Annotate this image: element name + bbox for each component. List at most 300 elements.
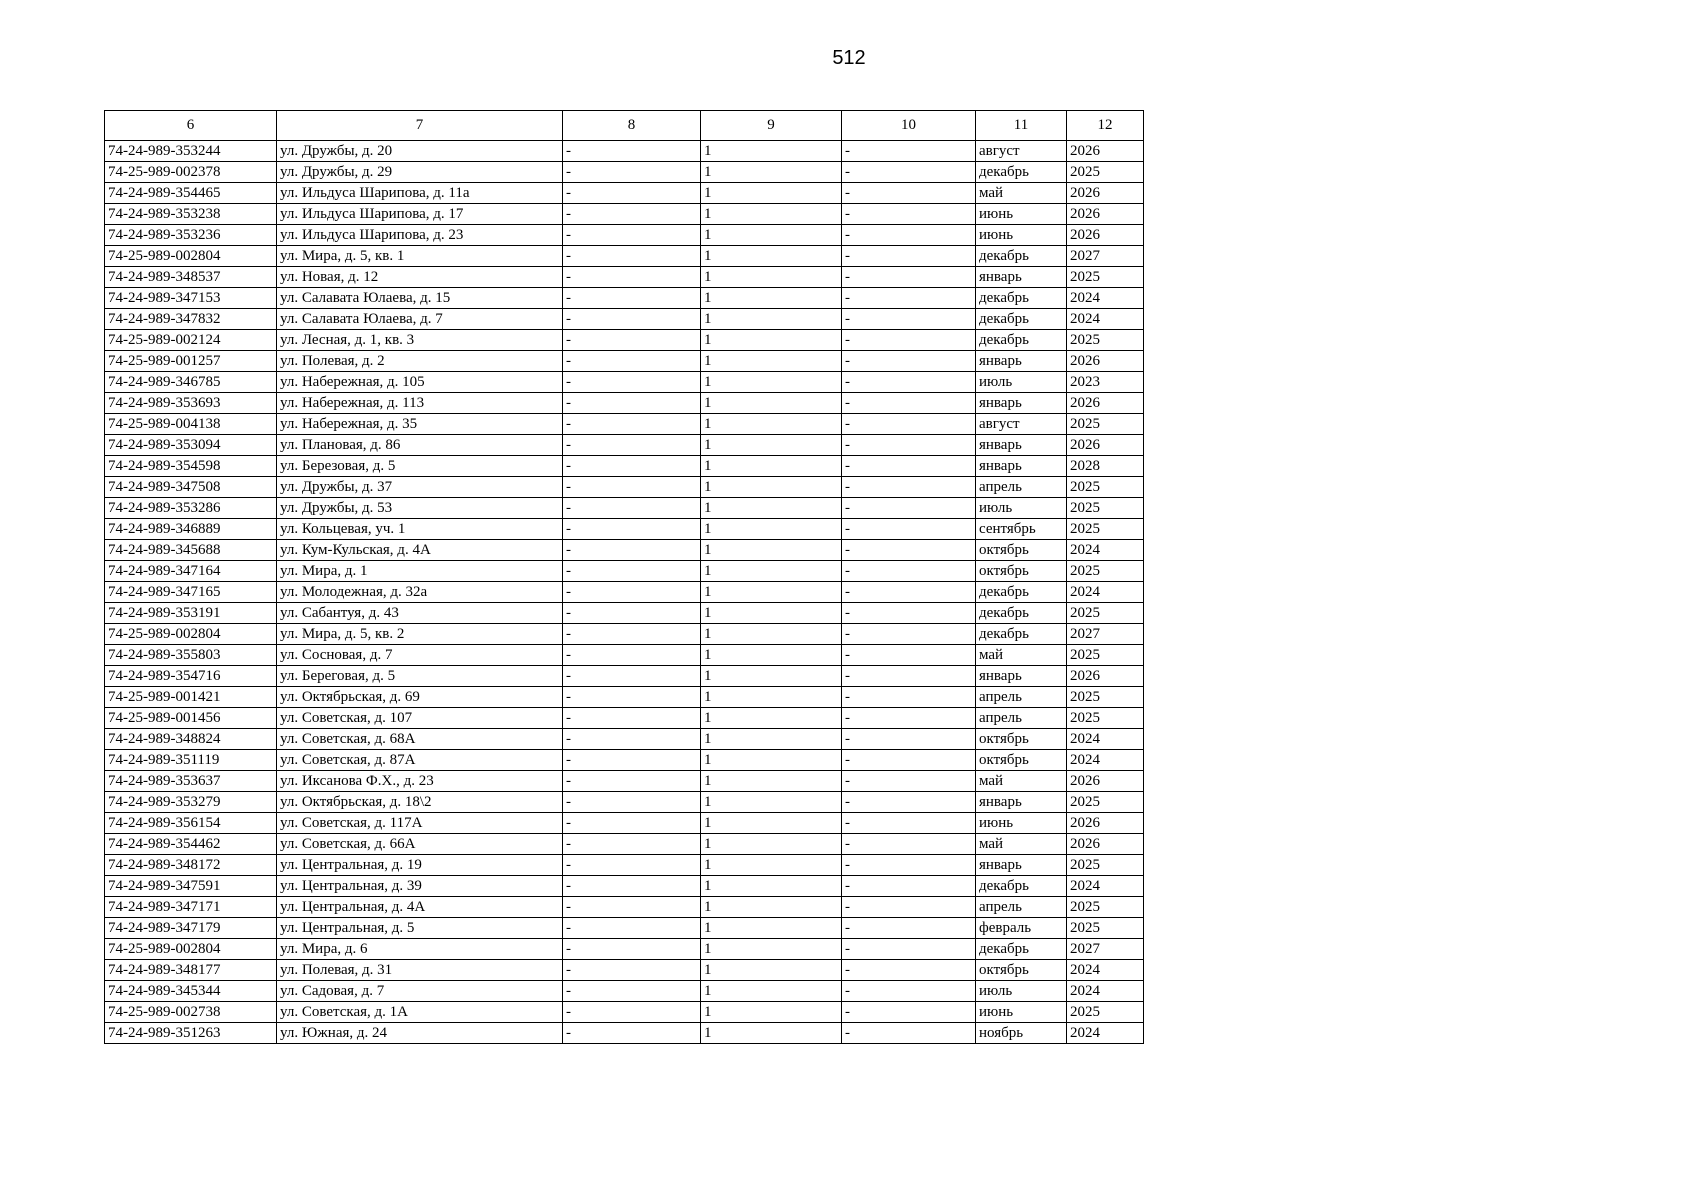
table-row bbox=[105, 666, 1144, 687]
table-row bbox=[105, 792, 1144, 813]
month-cell: ноябрь bbox=[976, 1023, 1067, 1044]
month-cell: апрель bbox=[976, 477, 1067, 498]
address-cell: ул. Октябрьская, д. 18\2 bbox=[277, 792, 563, 813]
count-cell: 1 bbox=[701, 897, 842, 918]
table-row bbox=[105, 960, 1144, 981]
column-8-cell: - bbox=[563, 288, 701, 309]
column-8-cell: - bbox=[563, 477, 701, 498]
column-8-cell: - bbox=[563, 309, 701, 330]
year-cell: 2025 bbox=[1067, 267, 1144, 288]
table-row bbox=[105, 876, 1144, 897]
registry-number-cell: 74-24-989-347171 bbox=[105, 897, 277, 918]
column-8-cell: - bbox=[563, 1002, 701, 1023]
column-header-10: 10 bbox=[842, 111, 976, 141]
registry-number-cell: 74-24-989-345688 bbox=[105, 540, 277, 561]
table-row bbox=[105, 603, 1144, 624]
address-cell: ул. Кум-Кульская, д. 4А bbox=[277, 540, 563, 561]
registry-number-cell: 74-24-989-346785 bbox=[105, 372, 277, 393]
address-cell: ул. Лесная, д. 1, кв. 3 bbox=[277, 330, 563, 351]
count-cell: 1 bbox=[701, 624, 842, 645]
column-10-cell: - bbox=[842, 267, 976, 288]
year-cell: 2025 bbox=[1067, 1002, 1144, 1023]
registry-number-cell: 74-25-989-001421 bbox=[105, 687, 277, 708]
address-cell: ул. Салавата Юлаева, д. 15 bbox=[277, 288, 563, 309]
count-cell: 1 bbox=[701, 477, 842, 498]
count-cell: 1 bbox=[701, 393, 842, 414]
registry-number-cell: 74-24-989-348537 bbox=[105, 267, 277, 288]
year-cell: 2025 bbox=[1067, 792, 1144, 813]
column-8-cell: - bbox=[563, 414, 701, 435]
column-10-cell: - bbox=[842, 519, 976, 540]
registry-number-cell: 74-24-989-356154 bbox=[105, 813, 277, 834]
address-cell: ул. Дружбы, д. 29 bbox=[277, 162, 563, 183]
year-cell: 2024 bbox=[1067, 1023, 1144, 1044]
column-10-cell: - bbox=[842, 666, 976, 687]
column-8-cell: - bbox=[563, 351, 701, 372]
count-cell: 1 bbox=[701, 981, 842, 1002]
address-cell: ул. Дружбы, д. 20 bbox=[277, 141, 563, 162]
month-cell: октябрь bbox=[976, 750, 1067, 771]
column-8-cell: - bbox=[563, 939, 701, 960]
column-8-cell: - bbox=[563, 960, 701, 981]
column-8-cell: - bbox=[563, 729, 701, 750]
year-cell: 2024 bbox=[1067, 960, 1144, 981]
year-cell: 2026 bbox=[1067, 666, 1144, 687]
count-cell: 1 bbox=[701, 855, 842, 876]
address-cell: ул. Сабантуя, д. 43 bbox=[277, 603, 563, 624]
count-cell: 1 bbox=[701, 162, 842, 183]
address-cell: ул. Салавата Юлаева, д. 7 bbox=[277, 309, 563, 330]
year-cell: 2028 bbox=[1067, 456, 1144, 477]
column-8-cell: - bbox=[563, 708, 701, 729]
address-cell: ул. Набережная, д. 105 bbox=[277, 372, 563, 393]
column-8-cell: - bbox=[563, 267, 701, 288]
month-cell: январь bbox=[976, 267, 1067, 288]
address-cell: ул. Сосновая, д. 7 bbox=[277, 645, 563, 666]
month-cell: декабрь bbox=[976, 246, 1067, 267]
column-header-8: 8 bbox=[563, 111, 701, 141]
table-row bbox=[105, 330, 1144, 351]
month-cell: май bbox=[976, 645, 1067, 666]
column-header-7: 7 bbox=[277, 111, 563, 141]
column-8-cell: - bbox=[563, 456, 701, 477]
year-cell: 2027 bbox=[1067, 939, 1144, 960]
column-8-cell: - bbox=[563, 876, 701, 897]
column-8-cell: - bbox=[563, 519, 701, 540]
table-row bbox=[105, 519, 1144, 540]
address-cell: ул. Березовая, д. 5 bbox=[277, 456, 563, 477]
table-row bbox=[105, 771, 1144, 792]
address-cell: ул. Центральная, д. 19 bbox=[277, 855, 563, 876]
column-8-cell: - bbox=[563, 372, 701, 393]
month-cell: январь bbox=[976, 456, 1067, 477]
address-cell: ул. Советская, д. 1А bbox=[277, 1002, 563, 1023]
month-cell: январь bbox=[976, 666, 1067, 687]
table-row bbox=[105, 288, 1144, 309]
table-header bbox=[105, 111, 1144, 141]
year-cell: 2026 bbox=[1067, 183, 1144, 204]
column-8-cell: - bbox=[563, 225, 701, 246]
column-8-cell: - bbox=[563, 834, 701, 855]
address-cell: ул. Южная, д. 24 bbox=[277, 1023, 563, 1044]
year-cell: 2025 bbox=[1067, 330, 1144, 351]
year-cell: 2024 bbox=[1067, 582, 1144, 603]
registry-number-cell: 74-24-989-347832 bbox=[105, 309, 277, 330]
registry-number-cell: 74-24-989-353191 bbox=[105, 603, 277, 624]
registry-number-cell: 74-25-989-002738 bbox=[105, 1002, 277, 1023]
month-cell: февраль bbox=[976, 918, 1067, 939]
count-cell: 1 bbox=[701, 708, 842, 729]
month-cell: май bbox=[976, 771, 1067, 792]
year-cell: 2026 bbox=[1067, 204, 1144, 225]
registry-number-cell: 74-24-989-354716 bbox=[105, 666, 277, 687]
page-number: 512 bbox=[832, 47, 866, 69]
month-cell: июль bbox=[976, 981, 1067, 1002]
column-8-cell: - bbox=[563, 603, 701, 624]
month-cell: май bbox=[976, 183, 1067, 204]
count-cell: 1 bbox=[701, 876, 842, 897]
year-cell: 2026 bbox=[1067, 771, 1144, 792]
month-cell: октябрь bbox=[976, 561, 1067, 582]
month-cell: декабрь bbox=[976, 939, 1067, 960]
month-cell: июнь bbox=[976, 225, 1067, 246]
column-8-cell: - bbox=[563, 393, 701, 414]
column-8-cell: - bbox=[563, 855, 701, 876]
address-cell: ул. Кольцевая, уч. 1 bbox=[277, 519, 563, 540]
registry-number-cell: 74-24-989-348172 bbox=[105, 855, 277, 876]
year-cell: 2026 bbox=[1067, 141, 1144, 162]
year-cell: 2025 bbox=[1067, 498, 1144, 519]
column-10-cell: - bbox=[842, 1002, 976, 1023]
address-cell: ул. Новая, д. 12 bbox=[277, 267, 563, 288]
month-cell: декабрь bbox=[976, 624, 1067, 645]
year-cell: 2024 bbox=[1067, 750, 1144, 771]
registry-number-cell: 74-24-989-348177 bbox=[105, 960, 277, 981]
month-cell: август bbox=[976, 141, 1067, 162]
column-10-cell: - bbox=[842, 561, 976, 582]
year-cell: 2024 bbox=[1067, 876, 1144, 897]
year-cell: 2025 bbox=[1067, 162, 1144, 183]
address-cell: ул. Советская, д. 66А bbox=[277, 834, 563, 855]
address-cell: ул. Центральная, д. 5 bbox=[277, 918, 563, 939]
month-cell: октябрь bbox=[976, 540, 1067, 561]
table-row bbox=[105, 645, 1144, 666]
month-cell: декабрь bbox=[976, 876, 1067, 897]
column-8-cell: - bbox=[563, 771, 701, 792]
month-cell: декабрь bbox=[976, 603, 1067, 624]
table-row bbox=[105, 1023, 1144, 1044]
column-10-cell: - bbox=[842, 309, 976, 330]
registry-number-cell: 74-25-989-002804 bbox=[105, 939, 277, 960]
table-row bbox=[105, 708, 1144, 729]
table-row bbox=[105, 750, 1144, 771]
count-cell: 1 bbox=[701, 792, 842, 813]
column-10-cell: - bbox=[842, 918, 976, 939]
year-cell: 2025 bbox=[1067, 897, 1144, 918]
column-8-cell: - bbox=[563, 666, 701, 687]
count-cell: 1 bbox=[701, 666, 842, 687]
table-row bbox=[105, 477, 1144, 498]
column-8-cell: - bbox=[563, 246, 701, 267]
address-cell: ул. Мира, д. 5, кв. 2 bbox=[277, 624, 563, 645]
month-cell: декабрь bbox=[976, 162, 1067, 183]
table-row bbox=[105, 918, 1144, 939]
column-8-cell: - bbox=[563, 162, 701, 183]
year-cell: 2025 bbox=[1067, 477, 1144, 498]
year-cell: 2025 bbox=[1067, 414, 1144, 435]
column-10-cell: - bbox=[842, 897, 976, 918]
address-cell: ул. Полевая, д. 31 bbox=[277, 960, 563, 981]
month-cell: июль bbox=[976, 372, 1067, 393]
count-cell: 1 bbox=[701, 267, 842, 288]
address-cell: ул. Дружбы, д. 37 bbox=[277, 477, 563, 498]
address-cell: ул. Советская, д. 87А bbox=[277, 750, 563, 771]
registry-number-cell: 74-24-989-353286 bbox=[105, 498, 277, 519]
count-cell: 1 bbox=[701, 372, 842, 393]
registry-number-cell: 74-24-989-347591 bbox=[105, 876, 277, 897]
month-cell: апрель bbox=[976, 687, 1067, 708]
registry-number-cell: 74-24-989-354465 bbox=[105, 183, 277, 204]
column-10-cell: - bbox=[842, 939, 976, 960]
count-cell: 1 bbox=[701, 330, 842, 351]
column-10-cell: - bbox=[842, 372, 976, 393]
address-cell: ул. Мира, д. 1 bbox=[277, 561, 563, 582]
table-row bbox=[105, 939, 1144, 960]
registry-number-cell: 74-24-989-347164 bbox=[105, 561, 277, 582]
table-row bbox=[105, 309, 1144, 330]
count-cell: 1 bbox=[701, 918, 842, 939]
address-cell: ул. Октябрьская, д. 69 bbox=[277, 687, 563, 708]
registry-number-cell: 74-24-989-353637 bbox=[105, 771, 277, 792]
address-cell: ул. Ильдуса Шарипова, д. 23 bbox=[277, 225, 563, 246]
column-header-9: 9 bbox=[701, 111, 842, 141]
count-cell: 1 bbox=[701, 1002, 842, 1023]
count-cell: 1 bbox=[701, 540, 842, 561]
column-10-cell: - bbox=[842, 477, 976, 498]
column-10-cell: - bbox=[842, 624, 976, 645]
year-cell: 2025 bbox=[1067, 645, 1144, 666]
column-10-cell: - bbox=[842, 981, 976, 1002]
column-10-cell: - bbox=[842, 834, 976, 855]
column-header-6: 6 bbox=[105, 111, 277, 141]
month-cell: январь bbox=[976, 855, 1067, 876]
count-cell: 1 bbox=[701, 939, 842, 960]
column-10-cell: - bbox=[842, 750, 976, 771]
column-8-cell: - bbox=[563, 1023, 701, 1044]
month-cell: июнь bbox=[976, 1002, 1067, 1023]
month-cell: апрель bbox=[976, 708, 1067, 729]
column-header-11: 11 bbox=[976, 111, 1067, 141]
address-cell: ул. Мира, д. 5, кв. 1 bbox=[277, 246, 563, 267]
year-cell: 2025 bbox=[1067, 519, 1144, 540]
column-10-cell: - bbox=[842, 204, 976, 225]
column-8-cell: - bbox=[563, 645, 701, 666]
column-8-cell: - bbox=[563, 792, 701, 813]
count-cell: 1 bbox=[701, 561, 842, 582]
count-cell: 1 bbox=[701, 351, 842, 372]
year-cell: 2026 bbox=[1067, 435, 1144, 456]
count-cell: 1 bbox=[701, 582, 842, 603]
month-cell: январь bbox=[976, 351, 1067, 372]
table-row bbox=[105, 435, 1144, 456]
column-10-cell: - bbox=[842, 225, 976, 246]
registry-number-cell: 74-24-989-353693 bbox=[105, 393, 277, 414]
registry-number-cell: 74-24-989-348824 bbox=[105, 729, 277, 750]
column-8-cell: - bbox=[563, 435, 701, 456]
address-cell: ул. Дружбы, д. 53 bbox=[277, 498, 563, 519]
month-cell: сентябрь bbox=[976, 519, 1067, 540]
count-cell: 1 bbox=[701, 645, 842, 666]
count-cell: 1 bbox=[701, 519, 842, 540]
year-cell: 2024 bbox=[1067, 309, 1144, 330]
count-cell: 1 bbox=[701, 141, 842, 162]
table-row bbox=[105, 414, 1144, 435]
year-cell: 2025 bbox=[1067, 603, 1144, 624]
month-cell: июль bbox=[976, 498, 1067, 519]
table-row bbox=[105, 372, 1144, 393]
column-8-cell: - bbox=[563, 981, 701, 1002]
column-10-cell: - bbox=[842, 687, 976, 708]
count-cell: 1 bbox=[701, 435, 842, 456]
year-cell: 2024 bbox=[1067, 540, 1144, 561]
registry-number-cell: 74-25-989-001456 bbox=[105, 708, 277, 729]
count-cell: 1 bbox=[701, 225, 842, 246]
column-10-cell: - bbox=[842, 813, 976, 834]
table-row bbox=[105, 582, 1144, 603]
year-cell: 2026 bbox=[1067, 393, 1144, 414]
table-row bbox=[105, 855, 1144, 876]
column-8-cell: - bbox=[563, 141, 701, 162]
month-cell: декабрь bbox=[976, 330, 1067, 351]
registry-number-cell: 74-24-989-353238 bbox=[105, 204, 277, 225]
column-10-cell: - bbox=[842, 414, 976, 435]
table-row bbox=[105, 834, 1144, 855]
table-row bbox=[105, 204, 1144, 225]
month-cell: декабрь bbox=[976, 309, 1067, 330]
address-cell: ул. Полевая, д. 2 bbox=[277, 351, 563, 372]
column-10-cell: - bbox=[842, 855, 976, 876]
register-table bbox=[104, 110, 1144, 1044]
column-8-cell: - bbox=[563, 582, 701, 603]
year-cell: 2025 bbox=[1067, 855, 1144, 876]
year-cell: 2026 bbox=[1067, 813, 1144, 834]
registry-number-cell: 74-24-989-347153 bbox=[105, 288, 277, 309]
address-cell: ул. Набережная, д. 35 bbox=[277, 414, 563, 435]
column-8-cell: - bbox=[563, 813, 701, 834]
registry-number-cell: 74-24-989-351263 bbox=[105, 1023, 277, 1044]
column-10-cell: - bbox=[842, 498, 976, 519]
registry-number-cell: 74-25-989-002378 bbox=[105, 162, 277, 183]
year-cell: 2027 bbox=[1067, 246, 1144, 267]
registry-number-cell: 74-25-989-002124 bbox=[105, 330, 277, 351]
column-10-cell: - bbox=[842, 708, 976, 729]
count-cell: 1 bbox=[701, 204, 842, 225]
table-row bbox=[105, 456, 1144, 477]
address-cell: ул. Центральная, д. 39 bbox=[277, 876, 563, 897]
table-row bbox=[105, 729, 1144, 750]
month-cell: декабрь bbox=[976, 288, 1067, 309]
year-cell: 2026 bbox=[1067, 225, 1144, 246]
address-cell: ул. Мира, д. 6 bbox=[277, 939, 563, 960]
column-8-cell: - bbox=[563, 687, 701, 708]
month-cell: январь bbox=[976, 393, 1067, 414]
column-10-cell: - bbox=[842, 246, 976, 267]
header-row bbox=[105, 111, 1144, 141]
registry-number-cell: 74-24-989-353279 bbox=[105, 792, 277, 813]
column-8-cell: - bbox=[563, 204, 701, 225]
column-10-cell: - bbox=[842, 183, 976, 204]
count-cell: 1 bbox=[701, 183, 842, 204]
address-cell: ул. Советская, д. 68А bbox=[277, 729, 563, 750]
table-row bbox=[105, 225, 1144, 246]
year-cell: 2023 bbox=[1067, 372, 1144, 393]
address-cell: ул. Иксанова Ф.Х., д. 23 bbox=[277, 771, 563, 792]
table-row bbox=[105, 981, 1144, 1002]
column-10-cell: - bbox=[842, 792, 976, 813]
count-cell: 1 bbox=[701, 246, 842, 267]
column-8-cell: - bbox=[563, 750, 701, 771]
count-cell: 1 bbox=[701, 414, 842, 435]
registry-number-cell: 74-25-989-002804 bbox=[105, 624, 277, 645]
registry-number-cell: 74-24-989-347508 bbox=[105, 477, 277, 498]
registry-number-cell: 74-24-989-353236 bbox=[105, 225, 277, 246]
table-row bbox=[105, 246, 1144, 267]
count-cell: 1 bbox=[701, 309, 842, 330]
column-8-cell: - bbox=[563, 498, 701, 519]
column-8-cell: - bbox=[563, 897, 701, 918]
column-10-cell: - bbox=[842, 1023, 976, 1044]
registry-number-cell: 74-25-989-001257 bbox=[105, 351, 277, 372]
address-cell: ул. Центральная, д. 4А bbox=[277, 897, 563, 918]
table-row bbox=[105, 267, 1144, 288]
column-10-cell: - bbox=[842, 729, 976, 750]
year-cell: 2025 bbox=[1067, 918, 1144, 939]
table-row bbox=[105, 141, 1144, 162]
column-8-cell: - bbox=[563, 330, 701, 351]
year-cell: 2024 bbox=[1067, 288, 1144, 309]
table-row bbox=[105, 393, 1144, 414]
address-cell: ул. Садовая, д. 7 bbox=[277, 981, 563, 1002]
column-8-cell: - bbox=[563, 918, 701, 939]
column-10-cell: - bbox=[842, 393, 976, 414]
registry-number-cell: 74-25-989-004138 bbox=[105, 414, 277, 435]
address-cell: ул. Советская, д. 117А bbox=[277, 813, 563, 834]
registry-number-cell: 74-24-989-353094 bbox=[105, 435, 277, 456]
table-row bbox=[105, 687, 1144, 708]
table-row bbox=[105, 183, 1144, 204]
column-10-cell: - bbox=[842, 603, 976, 624]
column-10-cell: - bbox=[842, 876, 976, 897]
column-10-cell: - bbox=[842, 288, 976, 309]
table-row bbox=[105, 540, 1144, 561]
table-row bbox=[105, 897, 1144, 918]
count-cell: 1 bbox=[701, 456, 842, 477]
column-10-cell: - bbox=[842, 771, 976, 792]
registry-number-cell: 74-24-989-347165 bbox=[105, 582, 277, 603]
column-10-cell: - bbox=[842, 582, 976, 603]
table-row bbox=[105, 498, 1144, 519]
registry-number-cell: 74-25-989-002804 bbox=[105, 246, 277, 267]
address-cell: ул. Ильдуса Шарипова, д. 17 bbox=[277, 204, 563, 225]
table-row bbox=[105, 162, 1144, 183]
count-cell: 1 bbox=[701, 729, 842, 750]
count-cell: 1 bbox=[701, 813, 842, 834]
column-8-cell: - bbox=[563, 624, 701, 645]
count-cell: 1 bbox=[701, 960, 842, 981]
month-cell: июнь bbox=[976, 813, 1067, 834]
registry-number-cell: 74-24-989-346889 bbox=[105, 519, 277, 540]
table-row bbox=[105, 561, 1144, 582]
